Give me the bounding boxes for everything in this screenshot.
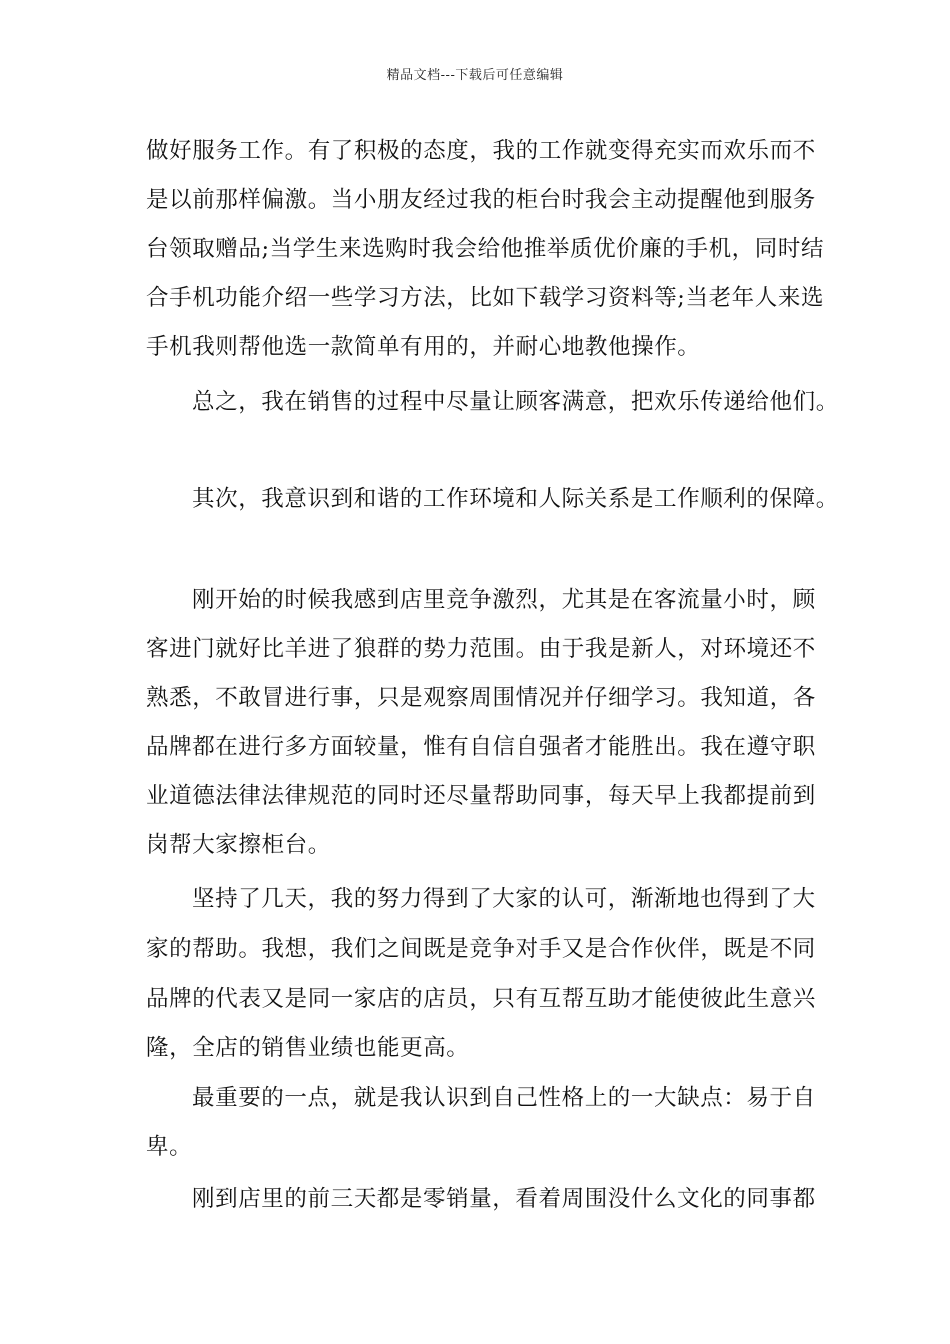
text-line: 合手机功能介绍一些学习方法，比如下载学习资料等;当老年人来选 [146,285,825,311]
text-line: 隆，全店的销售业绩也能更高。 [146,1035,470,1061]
text-line: 品牌的代表又是同一家店的店员，只有互帮互助才能使彼此生意兴 [146,986,816,1012]
paragraph-start-line: 坚持了几天，我的努力得到了大家的认可，渐渐地也得到了大 [192,886,816,912]
text-line: 台领取赠品;当学生来选购时我会给他推举质优价廉的手机，同时结 [146,236,825,262]
text-line: 岗帮大家擦柜台。 [146,832,331,858]
text-line: 客进门就好比羊进了狼群的势力范围。由于我是新人，对环境还不 [146,636,816,662]
text-line: 品牌都在进行多方面较量，惟有自信自强者才能胜出。我在遵守职 [146,734,816,760]
text-line: 卑。 [146,1134,193,1160]
paragraph-start-line: 刚到店里的前三天都是零销量，看着周围没什么文化的同事都 [192,1186,816,1212]
paragraph-start-line: 刚开始的时候我感到店里竞争激烈，尤其是在客流量小时，顾 [192,587,816,613]
text-line: 是以前那样偏激。当小朋友经过我的柜台时我会主动提醒他到服务 [146,187,816,213]
paragraph-start-line: 最重要的一点，就是我认识到自己性格上的一大缺点：易于自 [192,1085,816,1111]
text-line: 业道德法律法律规范的同时还尽量帮助同事，每天早上我都提前到 [146,783,816,809]
text-line: 手机我则帮他选一款简单有用的，并耐心地教他操作。 [146,334,701,360]
paragraph-start-line: 总之，我在销售的过程中尽量让顾客满意，把欢乐传递给他们。 [192,389,839,415]
text-line: 熟悉，不敢冒进行事，只是观察周围情况并仔细学习。我知道，各 [146,685,816,711]
text-line: 家的帮助。我想，我们之间既是竞争对手又是合作伙伴，既是不同 [146,936,816,962]
text-line: 做好服务工作。有了积极的态度，我的工作就变得充实而欢乐而不 [146,138,816,164]
page-header: 精品文档---下载后可任意编辑 [386,68,564,83]
paragraph-start-line: 其次，我意识到和谐的工作环境和人际关系是工作顺利的保障。 [192,486,839,512]
